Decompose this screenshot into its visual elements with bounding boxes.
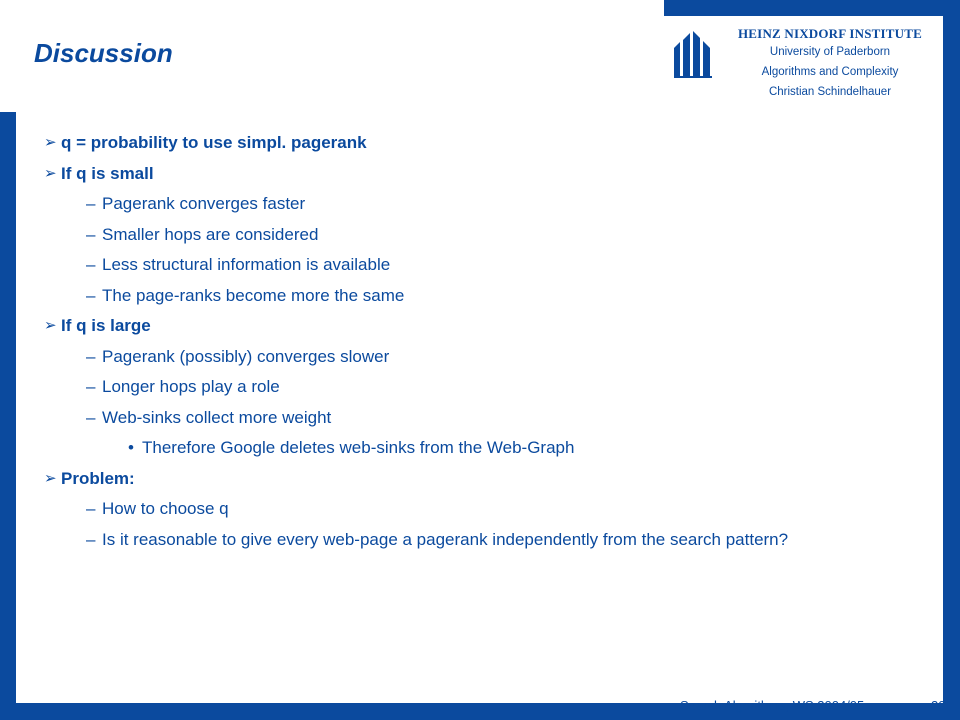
group-name: Algorithms and Complexity — [761, 66, 899, 78]
sub-sub-bullet-item — [44, 435, 924, 466]
dash-bullet-icon: – — [86, 224, 96, 244]
sub-bullet-item — [44, 222, 924, 253]
sub-bullet-item — [44, 191, 924, 222]
sub-bullet-item — [44, 252, 924, 283]
bullet-text: Problem: — [61, 468, 135, 488]
arrow-bullet-icon: ➢ — [44, 317, 57, 334]
sub-sub-bullet-text: Therefore Google deletes web-sinks from the Web-Graph — [142, 438, 575, 457]
sub-bullet-item — [44, 405, 924, 436]
page-number: 20 — [931, 698, 946, 713]
arrow-bullet-icon: ➢ — [44, 134, 57, 151]
author-name: Christian Schindelhauer — [768, 86, 892, 98]
dot-bullet-icon: • — [128, 438, 134, 457]
sub-bullet-text: Smaller hops are considered — [102, 224, 319, 244]
frame-left-border — [0, 112, 16, 720]
footer-course: Search Algorithms, WS 2004/05 — [680, 698, 865, 713]
university-name: University of Paderborn — [769, 46, 891, 58]
bullet-item — [44, 466, 924, 497]
sub-bullet-text: Pagerank converges faster — [102, 194, 306, 213]
sub-bullet-text: Less structural information is available — [102, 255, 391, 274]
frame-right-border — [943, 0, 960, 720]
dash-bullet-icon: – — [86, 499, 96, 518]
sub-bullet-item — [44, 527, 924, 552]
bullet-item — [44, 130, 924, 161]
bullet-item — [44, 161, 924, 192]
sub-bullet-item — [44, 374, 924, 405]
slide-title: Discussion — [34, 38, 173, 68]
sub-bullet-item — [44, 496, 924, 527]
arrow-bullet-icon: ➢ — [44, 469, 57, 487]
bullet-text: If q is small — [61, 163, 154, 183]
dash-bullet-icon: – — [86, 529, 96, 549]
sub-bullet-text: Longer hops play a role — [102, 377, 280, 396]
sub-bullet-text: The page-ranks become more the same — [102, 285, 405, 305]
dash-bullet-icon: – — [86, 194, 96, 213]
dash-bullet-icon: – — [86, 346, 96, 366]
slide-content — [44, 130, 924, 552]
sub-bullet-text: Is it reasonable to give every web-page a pagerank independently from the search pattern? — [102, 529, 789, 549]
university-logo-icon — [672, 28, 714, 78]
sub-bullet-text: Web-sinks collect more weight — [102, 407, 332, 427]
sub-bullet-text: How to choose q — [102, 499, 229, 518]
institute-name: HEINZ NIXDORF INSTITUTE — [738, 26, 922, 41]
sub-bullet-text: Pagerank (possibly) converges slower — [102, 346, 390, 366]
bullet-item — [44, 313, 924, 344]
dash-bullet-icon: – — [86, 407, 96, 427]
sub-bullet-item — [44, 344, 924, 375]
dash-bullet-icon: – — [86, 255, 96, 274]
bullet-text: q = probability to use simpl. pagerank — [61, 133, 367, 152]
dash-bullet-icon: – — [86, 285, 96, 305]
sub-bullet-item — [44, 283, 924, 314]
dash-bullet-icon: – — [86, 377, 96, 396]
bullet-text: If q is large — [61, 316, 151, 335]
arrow-bullet-icon: ➢ — [44, 164, 57, 182]
header-band — [664, 0, 960, 16]
